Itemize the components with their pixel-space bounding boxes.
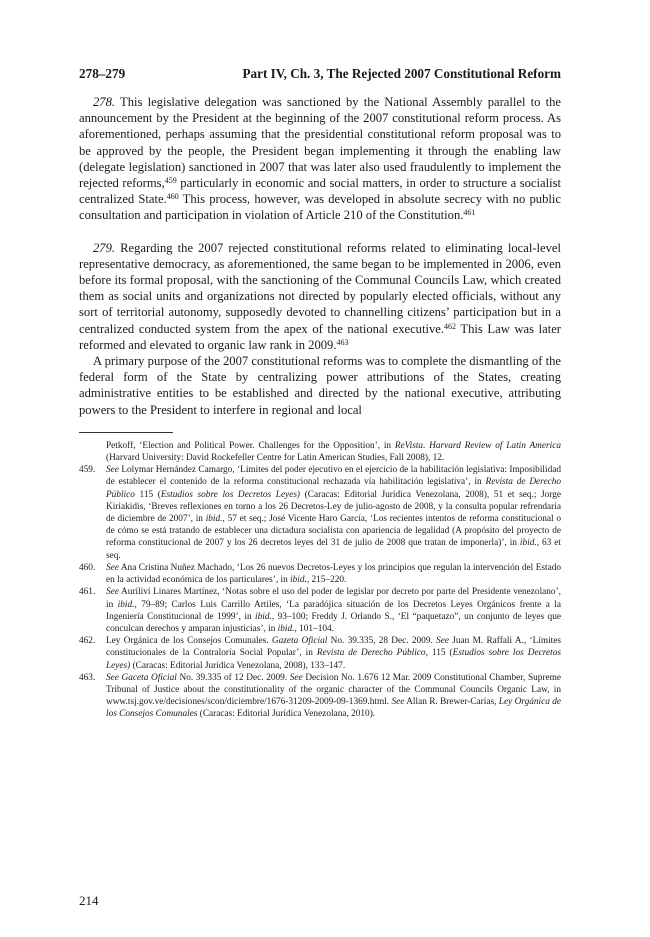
footnote-text: (Caracas: Editorial Jurídica Venezolana, 2008), 133–147. [130,660,346,671]
paragraph-279 [79,240,561,353]
page-range: 278–279 [79,66,126,81]
footnote-italic: Gazeta Oficial [271,636,328,647]
footnote-text: (Harvard University: David Rockefeller Centre for Latin American Studies, Fall 2008), 12. [106,453,445,464]
footnote-text: , 57 et seq.; José Vicente Haro García, ‘Los recientes intentos de reforma constitucional o de cómo se está tratando de establecer una dictadura socialista con apariencia de legalidad (A propósito del proyecto de reforma constitucional de 2007 y los 26 decretos leyes del 31 de julio de 2008 que tratan de imponerla)’, in [106,514,561,549]
footnote-italic: Ley Orgánica de los Consejos Comunales [106,697,562,720]
footnote-ref[interactable]: 461 [463,208,476,218]
footnote-text: No. 39.335, 28 Dec. 2009. [327,636,437,647]
footnote-italic: ibid. [277,623,295,634]
paragraph-primary-purpose: A primary purpose of the 2007 constitutional reforms was to complete the dismantling of the federal form of the State by centralizing power attributions of the States, creating administrative entities to be established and directed by the national executive, attributing powers to the President to interfere in regional and local [79,354,561,417]
footnote-text: Allan R. Brewer-Carías, [404,697,499,708]
footnote-rule [79,432,173,433]
paragraph-text: This Law was later reformed and elevated to organic law rank in 2009. [79,321,561,352]
footnote-ref[interactable]: 463 [336,337,349,347]
footnote-italic: See [106,562,119,573]
footnote-italic: ibid. [255,611,272,622]
footnote-text: , 63 et seq. [106,538,561,561]
footnote-body [106,464,561,562]
footnote-text: Aurilivi Linares Martínez, ‘Notas sobre el uso del poder de legislar por decreto por parte del Presidente venezolano’, in [106,587,561,610]
paragraph-278 [79,94,561,224]
footnote-text: (Caracas: Editorial Jurídica Venezolana, 2010). [197,709,376,720]
footnote-italic: ibid. [205,514,223,525]
footnote-461 [79,586,561,635]
footnote-italic: See [106,587,119,598]
footnote-italic: ibid. [519,538,537,549]
footnote-text: (Caracas: Editorial Jurídica Venezolana, 2008), 51 et seq.; Jorge Kiriakidis, ‘Breves reflexiones en torno a los 26 Decretos-Ley de julio-agosto de 2008, y la consulta popular refrendaria de diciembre de 2007’, in [106,489,561,525]
footnote-italic: See [289,672,303,683]
footnote-ref[interactable]: 459 [164,176,177,186]
footnote-ref[interactable]: 460 [166,192,179,202]
footnote-italic: Revista de Derecho Público [106,477,561,500]
footnotes [79,440,561,721]
footnote-body [106,562,561,586]
footnote-continuation [79,440,561,464]
footnote-italic: ibid. [290,575,307,586]
body-text [79,94,561,418]
footnote-text: Juan M. Raffali A., ‘Límites constitucionales de la Contraloría Social Popular’, in [106,636,561,659]
footnote-italic: ibid. [117,599,135,610]
paragraph-text: This legislative delegation was sanctioned by the National Assembly parallel to the announcement by the President at the beginning of the 2007 constitutional reform process. As aforementioned, perhaps assuming that the presidential constitutional reform proposal was to be approved by the people, the President began implementing it through the enabling law (delegate legislation) sanctioned in 2007 that was later also used fraudulently to implement the rejected reforms, [79,95,562,191]
running-head [79,66,561,82]
footnote-number: 462. [79,636,96,647]
footnote-text: Lolymar Hernández Camargo, ‘Límites del poder ejecutivo en el ejercicio de la habilitación legislativa: Imposibilidad de establecer el contenido de la reforma constitucional rechazada vía habilitación legislativa’, in [106,465,561,488]
footnote-number: 459. [79,465,96,476]
footnote-italic: See [106,465,119,476]
page [79,66,561,721]
footnote-italic: See [436,636,449,647]
footnote-italic: ReVista. Harvard Review of Latin America [394,440,561,451]
paragraph-text: This process, however, was developed in absolute secrecy with no public consultation and participation in violation of Article 210 of the Constitution. [79,192,561,223]
footnote-italic: Revista de Derecho Público, [316,648,428,659]
footnote-italic: Estudios sobre los Decretos Leyes) [106,648,561,671]
footnote-text: , 93–100; Freddy J. Orlando S., ‘El “paquetazo”, un conjunto de leyes que conculcan derechos y amparan injusticias’, in [106,611,561,634]
paragraph-number: 279. [93,240,116,255]
footnote-text: Decision No. 1.676 12 Mar. 2009 Constitutional Chamber, Supreme Tribunal of Justice about the constitutionality of the organic character of the Communal Councils Organic Law, in www.tsj.gov.ve/decisiones/scon/diciembre/1676-31209-2009-09-1369.html. [106,672,561,708]
footnote-459 [79,464,561,562]
footnote-462 [79,635,561,672]
footnote-text: , 215–220. [306,575,347,586]
footnote-460 [79,562,561,586]
footnote-text: Petkoff, ‘Election and Political Power. Challenges for the Opposition’, in [106,440,395,451]
paragraph-number: 278. [93,95,116,109]
footnote-number: 461. [79,587,96,598]
paragraph-text: Regarding the 2007 rejected constitutional reforms related to eliminating local-level representative democracy, as aforementioned, the same began to be implemented in 2006, even before its formal proposal, with the sanctioning of the Communal Councils Law, which created them as social units and organizations not directed by popularly elected officials, without any sort of territorial autonomy, supposedly devoted to channelling citizens’ participation but in a centralized conducted system from the apex of the national executive. [79,240,561,336]
footnote-italic: Estudios sobre los Decretos Leyes) [160,489,301,500]
footnote-text: 115 ( [427,648,453,659]
footnote-number: 460. [79,562,96,573]
footnote-body [106,635,561,672]
footnote-number: 463. [79,672,96,683]
footnote-ref[interactable]: 462 [444,321,457,331]
footnote-text: No. 39.335 of 12 Dec. 2009. [176,672,290,683]
footnote-text: 115 ( [134,489,161,500]
paragraph-text: particularly in economic and social matters, in order to structure a socialist centralized State. [79,176,562,207]
page-number: 214 [79,893,99,908]
chapter-title: Part IV, Ch. 3, The Rejected 2007 Constitutional Reform [242,66,561,81]
footnote-463 [79,672,561,721]
footnote-italic: See [391,697,405,708]
footnote-text: Ana Cristina Nuñez Machado, ‘Los 26 nuevos Decretos-Leyes y los principios que regulan la intervención del Estado en la actividad económica de los particulares’, in [106,562,561,586]
footnote-text: , 79–89; Carlos Luis Carrillo Artiles, ‘La paradójica situación de los Decretos Leyes Orgánicos frente a la Ingeniería Constitucional de 1999’, in [106,599,561,622]
footnote-body [106,672,561,721]
footnote-italic: See Gaceta Oficial [106,672,177,683]
footnote-text: Ley Orgánica de los Consejos Comunales. [106,636,272,647]
footnote-body [106,586,561,635]
footnote-text: , 101–104. [294,623,334,634]
